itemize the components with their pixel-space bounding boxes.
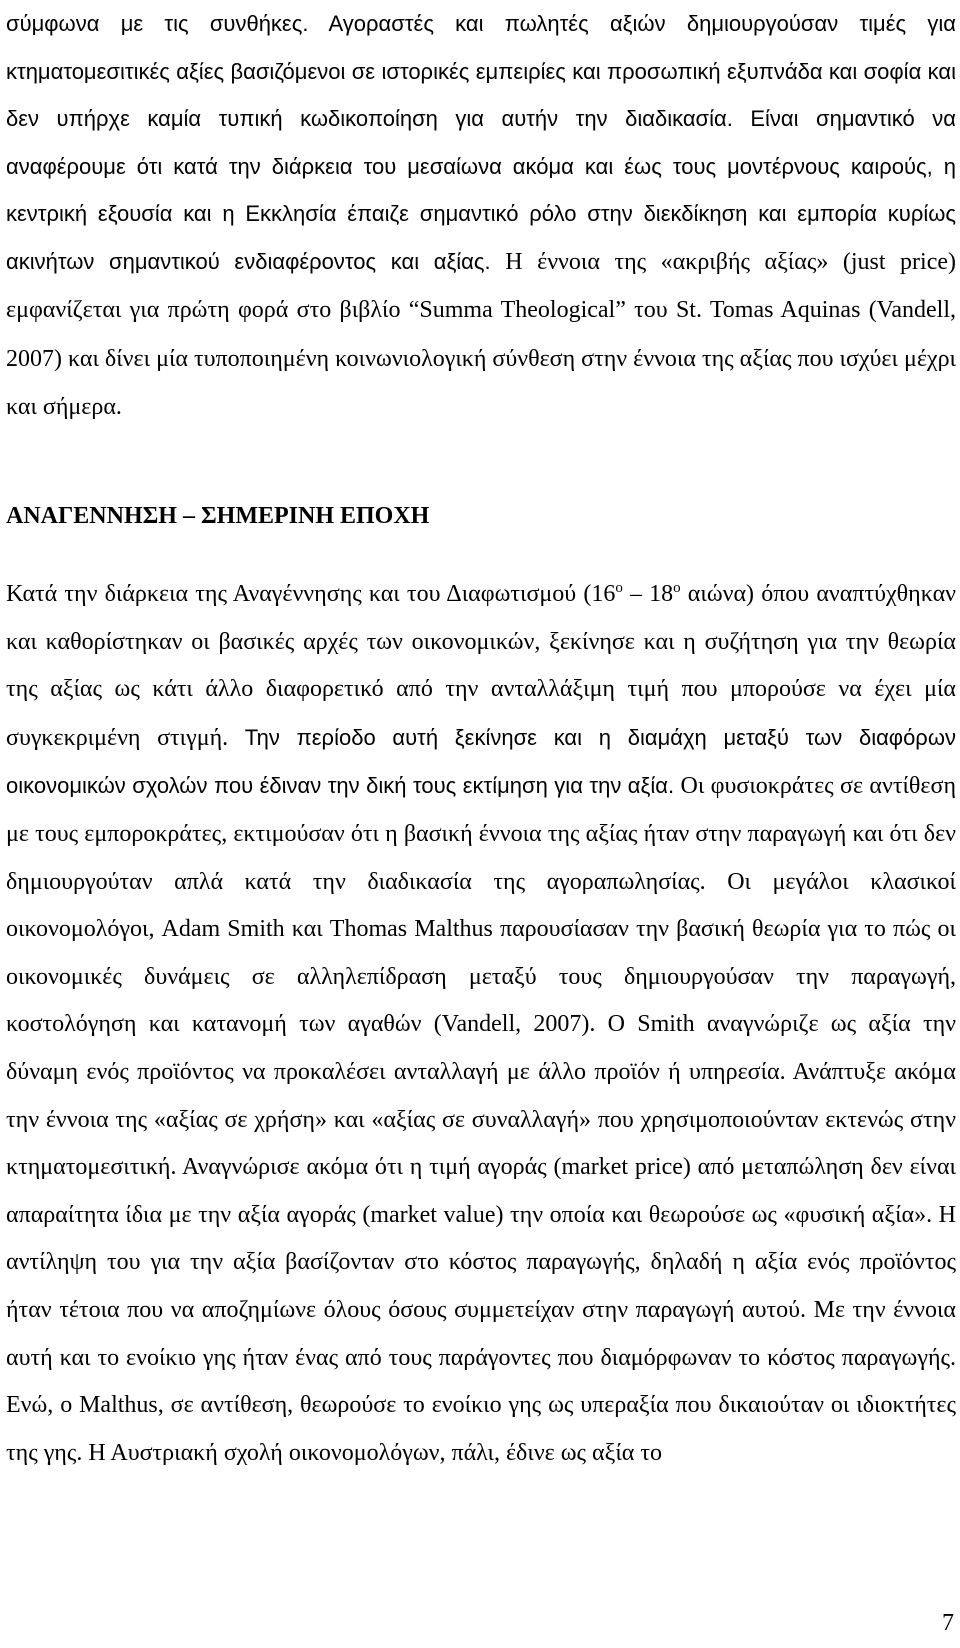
page-number: 7	[942, 1610, 954, 1636]
superscript-ordinal: ο	[673, 580, 681, 596]
paragraph-2-part-7: Η αντίληψη του για την αξία βασίζονταν στο κόστος παραγωγής, δηλαδή η αξία ενός προϊόντος ήταν τέτοια που να αποζημίωνε όλους όσους συμμετείχαν στην παραγωγή αυτού. Με την έννοια αυτή και το ενοίκιο γης ήταν ένας από τους παράγοντες που διαμόρφωναν το κόστος παραγωγής. Ενώ, ο Malthus, σε αντίθεση, θεωρούσε το ενοίκιο γης ως υπεραξία που δικαιούταν οι ιδιοκτήτες της γης. Η Αυστριακή σχολή οικονομολόγων, πάλι, έδινε ως αξία το	[6, 1201, 957, 1466]
paragraph-2-part-2: Την περίοδο αυτή ξεκίνησε και η διαμάχη μεταξύ των διαφόρων οικονομικών σχολών που έδιναν την δική τους εκτίμηση για την αξία.	[6, 724, 956, 799]
paragraph-2-part-5: Ανάπτυξε ακόμα την έννοια της «αξίας σε χρήση» και «αξίας σε συναλλαγή» που χρησιμοποιούνταν εκτενώς στην κτηματομεσιτική.	[6, 1058, 956, 1181]
superscript-ordinal: ο	[615, 580, 623, 596]
paragraph-2-part-1b: – 18	[622, 581, 674, 607]
paragraph-medieval-value	[6, 0, 956, 432]
section-heading: ΑΝΑΓΕΝΝΗΣΗ – ΣΗΜΕΡΙΝΗ ΕΠΟΧΗ	[6, 503, 430, 529]
paragraph-2-part-1a: Κατά την διάρκεια της Αναγέννησης και του Διαφωτισμού (16	[6, 581, 616, 607]
paragraph-2-part-4: Οι μεγάλοι κλασικοί οικονομολόγοι, Adam Smith και Thomas Malthus παρουσίασαν την βασική θεωρία για το πώς οι οικονομικές δυνάμεις σε αλληλεπίδραση μεταξύ τους δημιουργούσαν την παραγωγή, κοστολόγηση και κατανομή των αγαθών (Vandell, 2007). Ο Smith αναγνώριζε ως αξία την δύναμη ενός προϊόντος να προκαλέσει ανταλλαγή με άλλο προϊόν ή υπηρεσία.	[6, 868, 956, 1085]
paragraph-renaissance-value	[6, 571, 956, 1477]
paragraph-1-part-1: σύμφωνα με τις συνθήκες. Αγοραστές και πωλητές αξιών δημιουργούσαν τιμές για κτηματομεσιτικές αξίες βασιζόμενοι σε ιστορικές εμπειρίες και προσωπική εξυπνάδα και σοφία και δεν υπήρχε καμία τυπική κωδικοποίηση για αυτήν την διαδικασία. Είναι σημαντικό να αναφέρουμε ότι κατά την διάρκεια του μεσαίωνα ακόμα και έως τους μοντέρνους καιρούς, η κεντρική εξουσία και η Εκκλησία έπαιζε σημαντικό ρόλο στην διεκδίκηση και εμπορία κυρίως ακινήτων σημαντικού ενδιαφέροντος και αξίας.	[6, 11, 956, 274]
paragraph-2-part-1c: αιώνα) όπου αναπτύχθηκαν και καθορίστηκαν οι βασικές αρχές των οικονομικών, ξεκίνησε και η συζήτηση για την θεωρία της αξίας ως κάτι άλλο διαφορετικό από την ανταλλάξιμη τιμή που μπορούσε να έχει μία συγκεκριμένη στιγμή.	[6, 581, 957, 751]
paragraph-2-part-6: Αναγνώρισε ακόμα ότι η τιμή αγοράς (market price) από μεταπώληση δεν είναι απαραίτητα ίδια με την αξία αγοράς (market value) την οποία και θεωρούσε ως «φυσική αξία».	[6, 1154, 956, 1228]
paragraph-1-part-2: Η έννοια της «ακριβής αξίας» (just price) εμφανίζεται για πρώτη φορά στο βιβλίο “Summa Theological” του St. Tomas Aquinas (Vandell, 2007) και δίνει μία τυποποιημένη κοινωνιολογική σύνθεση στην έννοια της αξίας που ισχύει μέχρι και σήμερα.	[6, 248, 956, 420]
paragraph-2-part-3: Οι φυσιοκράτες σε αντίθεση με τους εμποροκράτες, εκτιμούσαν ότι η βασική έννοια της αξίας ήταν στην παραγωγή και ότι δεν δημιουργούταν απλά κατά την διαδικασία της αγοραπωλησίας.	[6, 773, 956, 895]
